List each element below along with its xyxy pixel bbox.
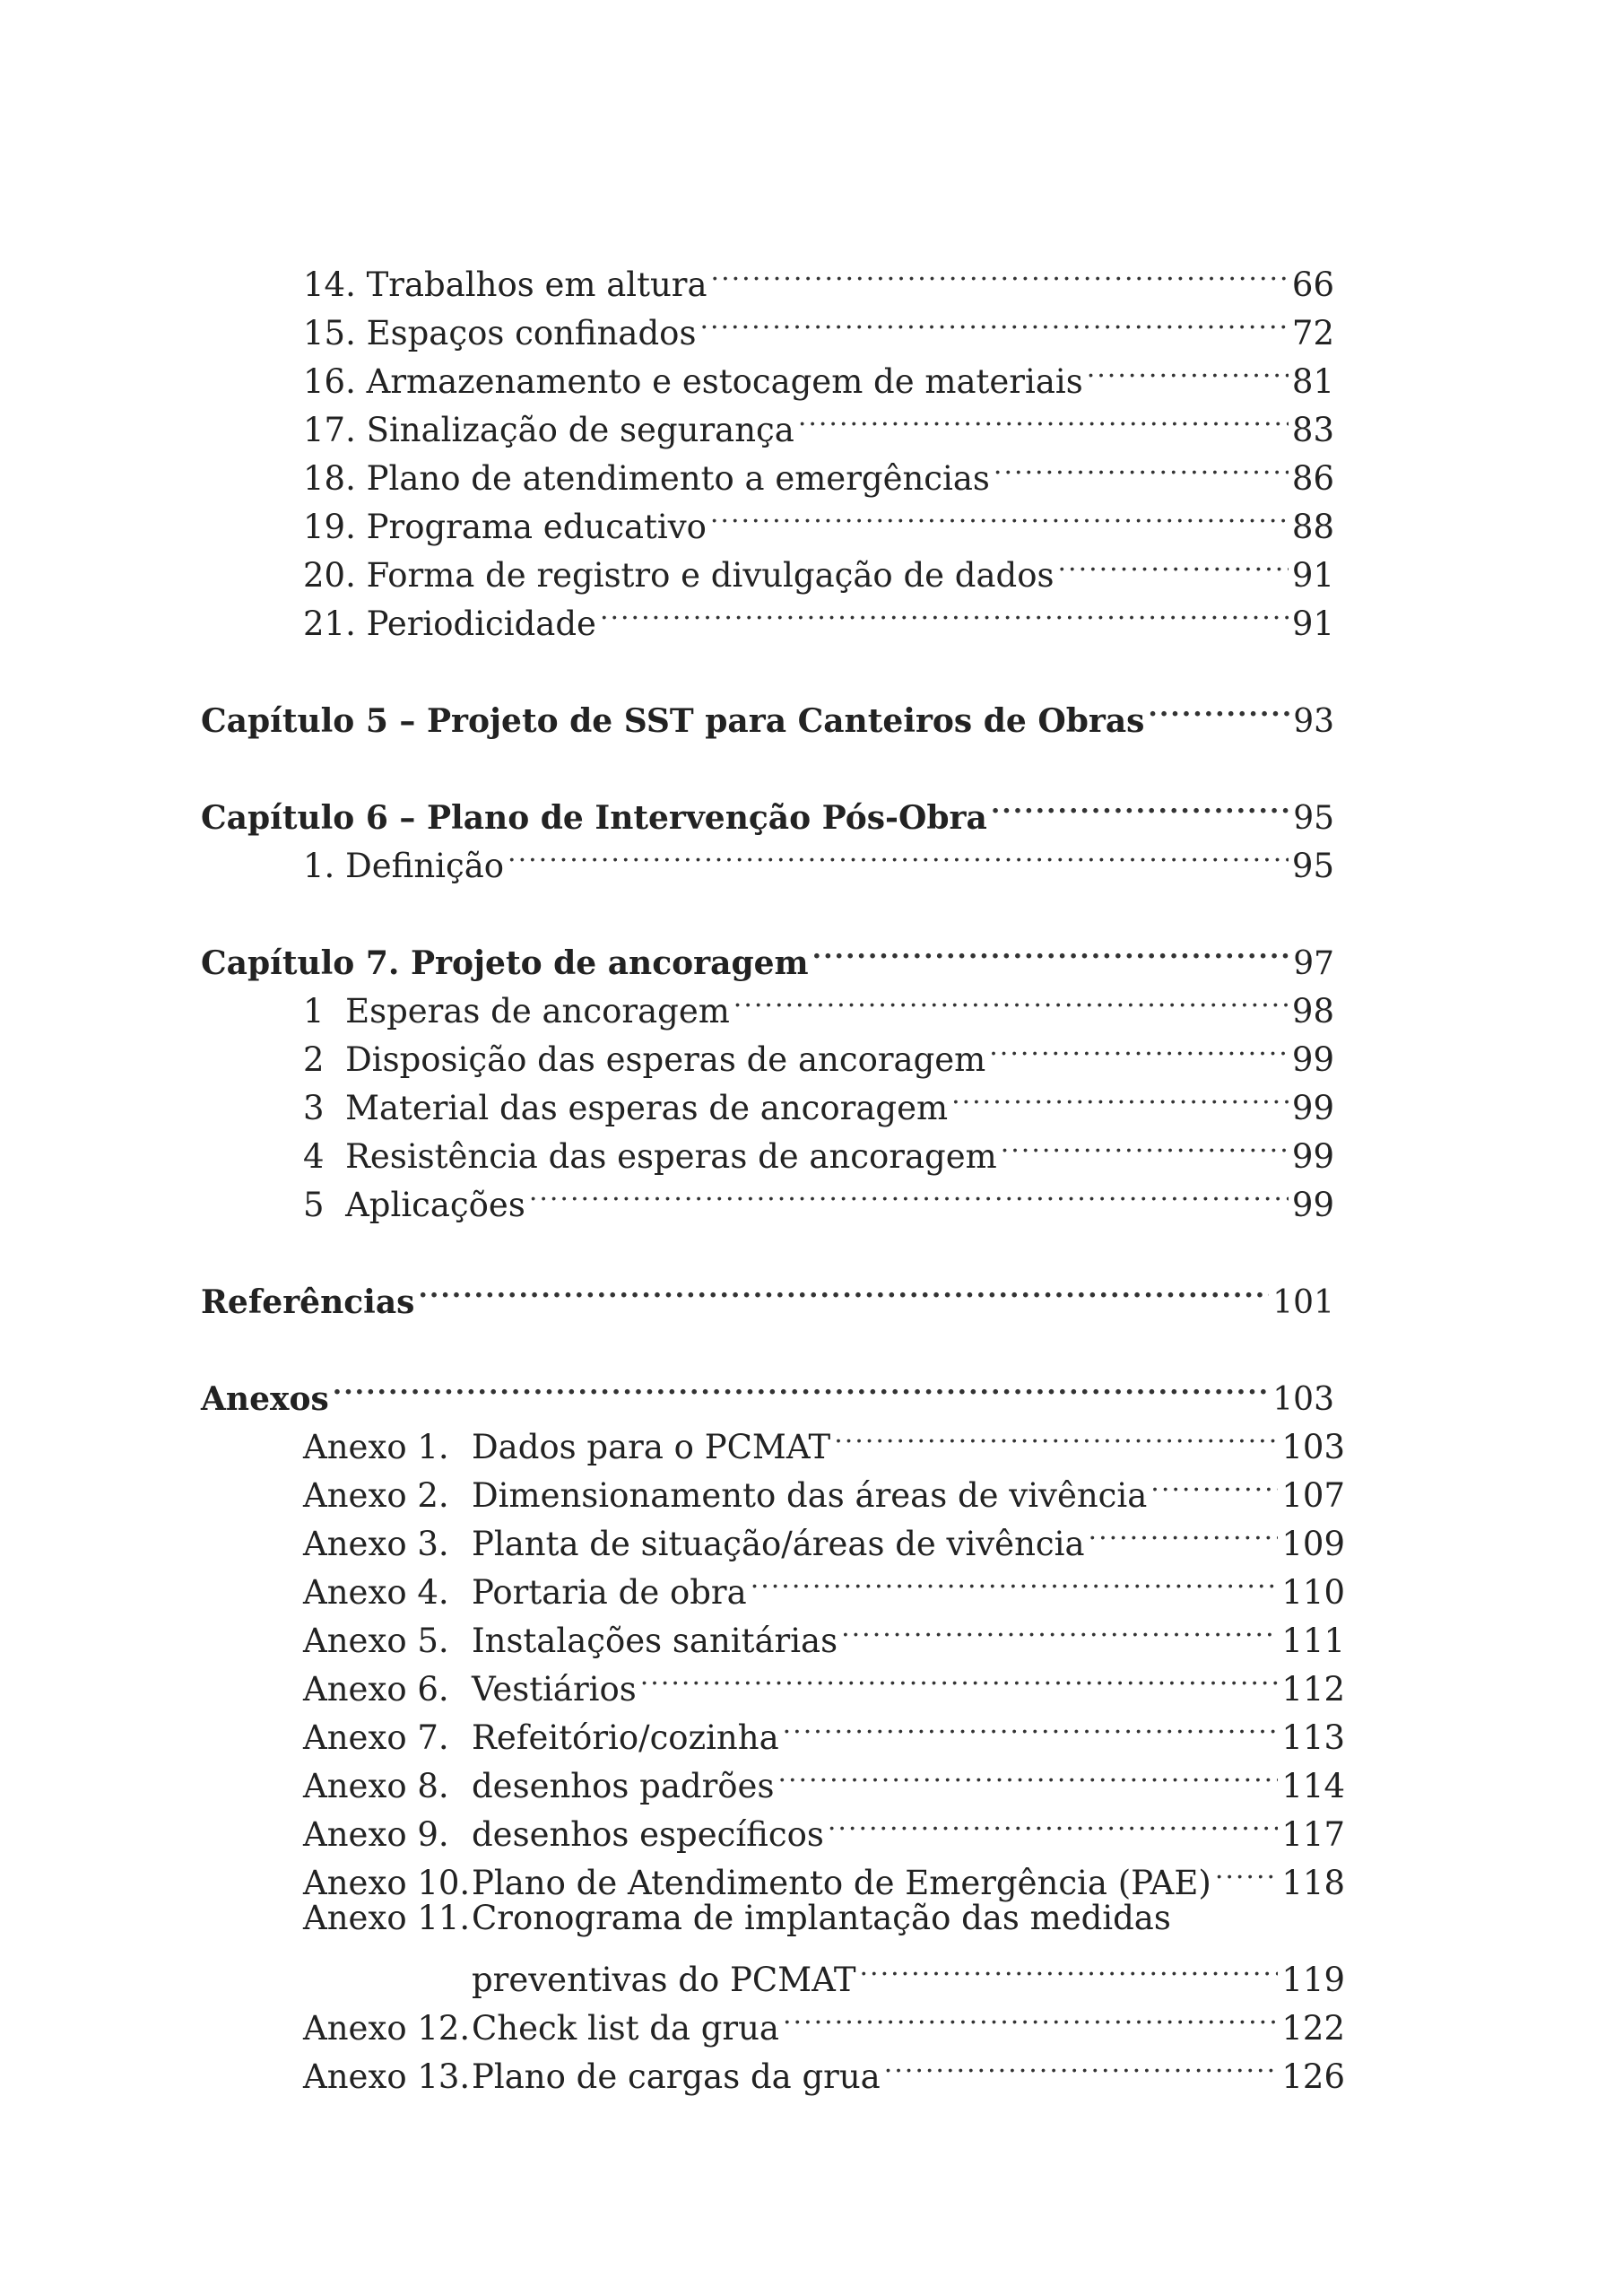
entry-page: 99	[1291, 1137, 1334, 1176]
leader-dots	[733, 974, 1289, 1022]
toc-annex-entry	[303, 1410, 1345, 1466]
leader-dots	[1087, 344, 1289, 393]
annex-title-line1: Cronograma de implantação das medidas	[472, 1899, 1171, 1937]
annex-label: Anexo 10.	[303, 1864, 471, 1902]
entry-number: 4	[303, 1137, 325, 1176]
annex-page: 117	[1281, 1815, 1345, 1854]
annex-title: desenhos específicos	[472, 1815, 824, 1854]
entry-page: 95	[1291, 847, 1334, 885]
annex-label: Anexo 9.	[303, 1815, 449, 1854]
toc-entry	[303, 829, 1334, 885]
entry-page: 72	[1291, 314, 1334, 352]
toc-entry	[303, 441, 1334, 498]
toc-annex-entry-line1	[303, 1894, 1171, 1943]
entry-title: Aplicações	[345, 1186, 525, 1224]
leader-dots	[529, 1168, 1289, 1216]
leader-dots	[783, 1700, 1279, 1749]
annex-page: 110	[1281, 1573, 1345, 1612]
annex-page: 114	[1281, 1767, 1345, 1805]
toc-entry	[303, 393, 1334, 449]
entry-number: 1.	[303, 847, 335, 885]
annex-title: Planta de situação/áreas de vivência	[472, 1525, 1085, 1563]
annex-label: Anexo 1.	[303, 1428, 449, 1466]
leader-dots	[333, 1361, 1270, 1410]
leader-dots	[600, 587, 1289, 635]
chapter-page: 97	[1293, 945, 1334, 982]
entry-title: Espaços confinados	[366, 314, 697, 352]
entry-page: 91	[1291, 604, 1334, 643]
annex-title: desenhos padrões	[472, 1767, 775, 1805]
chapter-page: 95	[1293, 800, 1334, 837]
annex-page: 112	[1281, 1670, 1345, 1709]
leader-dots	[711, 248, 1289, 296]
toc-annex-entry-line2	[472, 1943, 1345, 1999]
annex-title: Portaria de obra	[472, 1573, 747, 1612]
toc-entry	[303, 1071, 1334, 1127]
leader-dots	[1215, 1846, 1279, 1894]
entry-number: 17.	[303, 411, 356, 449]
annex-page: 119	[1281, 1961, 1345, 1999]
entry-page: 99	[1291, 1186, 1334, 1224]
annex-title: Vestiários	[472, 1670, 637, 1709]
leader-dots	[841, 1604, 1278, 1652]
toc-annex-entry	[303, 1652, 1345, 1709]
chapter-title: Capítulo 7. Projeto de ancoragem	[201, 944, 809, 982]
annex-title: Check list da grua	[472, 2009, 779, 2048]
annex-page: 122	[1281, 2009, 1345, 2048]
entry-number: 19.	[303, 508, 356, 546]
entry-number: 18.	[303, 459, 356, 498]
annex-title-line2: preventivas do PCMAT	[472, 1961, 856, 1999]
entry-number: 15.	[303, 314, 356, 352]
toc-annex-entry	[303, 1991, 1345, 2048]
leader-dots	[1001, 1119, 1289, 1168]
leader-dots	[834, 1410, 1278, 1458]
leader-dots	[640, 1652, 1279, 1700]
entry-title: Plano de atendimento a emergências	[366, 459, 990, 498]
toc-annex-entry	[303, 1458, 1345, 1515]
annex-title: Plano de cargas da grua	[472, 2057, 881, 2096]
entry-number: 16.	[303, 362, 356, 401]
toc-entry	[303, 538, 1334, 595]
leader-dots	[699, 296, 1288, 344]
toc-chapter	[201, 1265, 1334, 1321]
toc-entry	[303, 1119, 1334, 1176]
annex-label: Anexo 13.	[303, 2057, 471, 2096]
annex-page: 111	[1281, 1622, 1345, 1660]
annex-page: 113	[1281, 1718, 1345, 1757]
leader-dots	[418, 1265, 1269, 1313]
toc-entry	[303, 974, 1334, 1031]
leader-dots	[828, 1797, 1279, 1846]
toc-annex-entry	[303, 1555, 1345, 1612]
entry-number: 21.	[303, 604, 356, 643]
entry-title: Definição	[345, 847, 505, 885]
leader-dots	[812, 926, 1290, 974]
annex-page: 107	[1281, 1476, 1345, 1515]
entry-number: 20.	[303, 556, 356, 595]
entry-page: 83	[1291, 411, 1334, 449]
annex-page: 126	[1281, 2057, 1345, 2096]
chapter-page: 103	[1272, 1381, 1334, 1418]
toc-entry	[303, 587, 1334, 643]
entry-page: 86	[1291, 459, 1334, 498]
toc-chapter	[201, 926, 1334, 982]
leader-dots	[860, 1943, 1279, 1991]
chapter-title: Capítulo 5 – Projeto de SST para Canteiros de Obras	[201, 702, 1145, 740]
leader-dots	[1148, 683, 1289, 732]
leader-dots	[751, 1555, 1279, 1604]
toc-annex-entry	[303, 1846, 1345, 1902]
leader-dots	[798, 393, 1289, 441]
leader-dots	[994, 441, 1289, 490]
leader-dots	[777, 1749, 1278, 1797]
chapter-title: Capítulo 6 – Plano de Intervenção Pós-Obra	[201, 799, 987, 837]
toc-entry	[303, 344, 1334, 401]
annex-page: 103	[1281, 1428, 1345, 1466]
leader-dots	[710, 490, 1289, 538]
annex-label: Anexo 4.	[303, 1573, 449, 1612]
leader-dots	[1089, 1507, 1279, 1555]
annex-title: Instalações sanitárias	[472, 1622, 838, 1660]
leader-dots	[783, 1991, 1278, 2039]
toc-entry	[303, 248, 1334, 304]
annex-title: Dimensionamento das áreas de vivência	[472, 1476, 1148, 1515]
entry-page: 99	[1291, 1040, 1334, 1079]
leader-dots	[1058, 538, 1289, 587]
entry-title: Forma de registro e divulgação de dados	[366, 556, 1055, 595]
annex-page: 118	[1281, 1864, 1345, 1902]
toc-entry	[303, 1168, 1334, 1224]
entry-title: Disposição das esperas de ancoragem	[345, 1040, 986, 1079]
entry-page: 99	[1291, 1089, 1334, 1127]
annex-title: Refeitório/cozinha	[472, 1718, 779, 1757]
entry-title: Armazenamento e estocagem de materiais	[366, 362, 1083, 401]
annex-label: Anexo 2.	[303, 1476, 449, 1515]
annex-page: 109	[1281, 1525, 1345, 1563]
entry-title: Periodicidade	[366, 604, 596, 643]
toc-chapter	[201, 683, 1334, 740]
chapter-title: Anexos	[201, 1380, 329, 1418]
leader-dots	[508, 829, 1289, 877]
annex-label: Anexo 8.	[303, 1767, 449, 1805]
entry-number: 5	[303, 1186, 325, 1224]
toc-chapter	[201, 780, 1334, 837]
entry-page: 88	[1291, 508, 1334, 546]
entry-title: Resistência das esperas de ancoragem	[345, 1137, 997, 1176]
entry-title: Trabalhos em altura	[366, 265, 707, 304]
leader-dots	[884, 2039, 1279, 2088]
toc-entry	[303, 1022, 1334, 1079]
annex-label: Anexo 7.	[303, 1718, 449, 1757]
entry-page: 66	[1291, 265, 1334, 304]
annex-label: Anexo 12.	[303, 2009, 471, 2048]
annex-label: Anexo 6.	[303, 1670, 449, 1709]
toc-chapter	[201, 1361, 1334, 1418]
toc-annex-entry	[303, 1604, 1345, 1660]
entry-page: 98	[1291, 992, 1334, 1031]
chapter-page: 101	[1272, 1284, 1334, 1321]
entry-title: Programa educativo	[366, 508, 707, 546]
entry-page: 91	[1291, 556, 1334, 595]
entry-title: Material das esperas de ancoragem	[345, 1089, 949, 1127]
entry-title: Esperas de ancoragem	[345, 992, 730, 1031]
leader-dots	[1150, 1458, 1278, 1507]
annex-title: Dados para o PCMAT	[472, 1428, 831, 1466]
toc-annex-entry	[303, 1700, 1345, 1757]
leader-dots	[991, 780, 1289, 829]
annex-label: Anexo 11.	[303, 1899, 471, 1937]
entry-page: 81	[1291, 362, 1334, 401]
toc-annex-entry	[303, 1797, 1345, 1854]
chapter-title: Referências	[201, 1283, 415, 1321]
annex-title: Plano de Atendimento de Emergência (PAE)	[472, 1864, 1211, 1902]
toc-entry	[303, 490, 1334, 546]
annex-label: Anexo 3.	[303, 1525, 449, 1563]
entry-number: 1	[303, 992, 325, 1031]
annex-label: Anexo 5.	[303, 1622, 449, 1660]
chapter-page: 93	[1293, 703, 1334, 740]
entry-title: Sinalização de segurança	[366, 411, 794, 449]
entry-number: 14.	[303, 265, 356, 304]
entry-number: 3	[303, 1089, 325, 1127]
toc-annex-entry	[303, 1507, 1345, 1563]
toc-annex-entry	[303, 2039, 1345, 2096]
toc-entry	[303, 296, 1334, 352]
toc-annex-entry	[303, 1749, 1345, 1805]
entry-number: 2	[303, 1040, 325, 1079]
leader-dots	[951, 1071, 1289, 1119]
leader-dots	[989, 1022, 1289, 1071]
